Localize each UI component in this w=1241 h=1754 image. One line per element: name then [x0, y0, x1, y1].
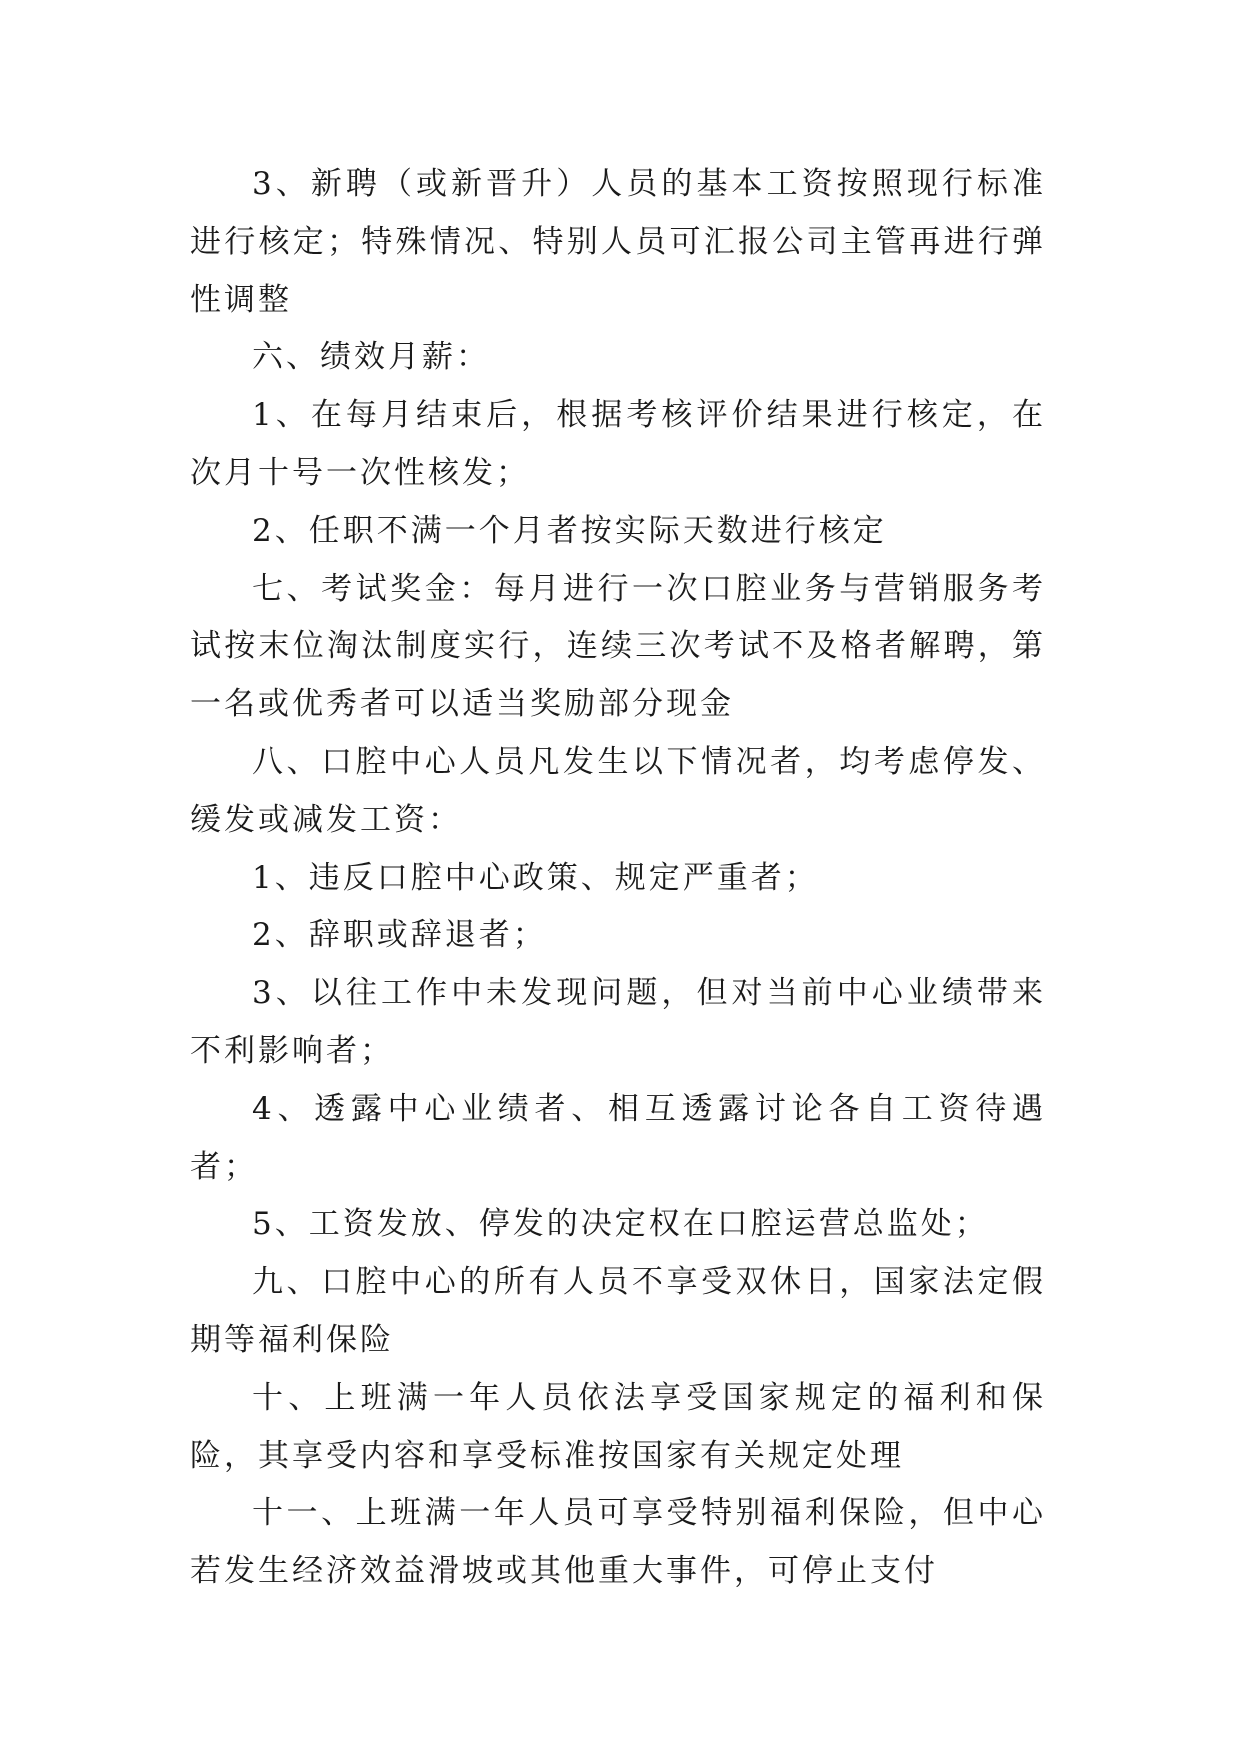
document-body [190, 156, 1046, 1601]
paragraph-suspension-item-1: 1、违反口腔中心政策、规定严重者； [252, 859, 819, 896]
paragraph-suspension-item-2: 2、辞职或辞退者； [252, 917, 547, 954]
paragraph-section-9: 九、口腔中心的所有人员不享受双休日，国家法定假期等福利保险 [190, 1264, 1046, 1358]
paragraph-section-8-heading: 八、口腔中心人员凡发生以下情况者，均考虑停发、缓发或减发工资： [190, 743, 1046, 838]
paragraph-basic-salary-item-3: 3、新聘（或新晋升）人员的基本工资按照现行标准进行核定；特殊情况、特别人员可汇报公司主管再进行弹性调整 [190, 166, 1046, 318]
paragraph-section-7-exam-bonus: 七、考试奖金：每月进行一次口腔业务与营销服务考试按末位淘汰制度实行，连续三次考试不及格者解聘，第一名或优秀者可以适当奖励部分现金 [190, 570, 1046, 723]
paragraph-section-11: 十一、上班满一年人员可享受特别福利保险，但中心若发生经济效益滑坡或其他重大事件，可停止支付 [190, 1495, 1046, 1590]
paragraph-section-10: 十、上班满一年人员依法享受国家规定的福利和保险，其享受内容和享受标准按国家有关规定处理 [190, 1379, 1046, 1474]
paragraph-section-6-heading: 六、绩效月薪： [252, 339, 490, 376]
paragraph-suspension-item-4: 4、透露中心业绩者、相互透露讨论各自工资待遇者； [190, 1090, 1046, 1185]
paragraph-suspension-item-5: 5、工资发放、停发的决定权在口腔运营总监处； [252, 1206, 989, 1243]
paragraph-performance-item-1: 1、在每月结束后，根据考核评价结果进行核定，在次月十号一次性核发； [190, 397, 1046, 491]
paragraph-suspension-item-3: 3、以往工作中未发现问题，但对当前中心业绩带来不利影响者； [190, 975, 1046, 1069]
paragraph-performance-item-2: 2、任职不满一个月者按实际天数进行核定 [252, 512, 887, 549]
